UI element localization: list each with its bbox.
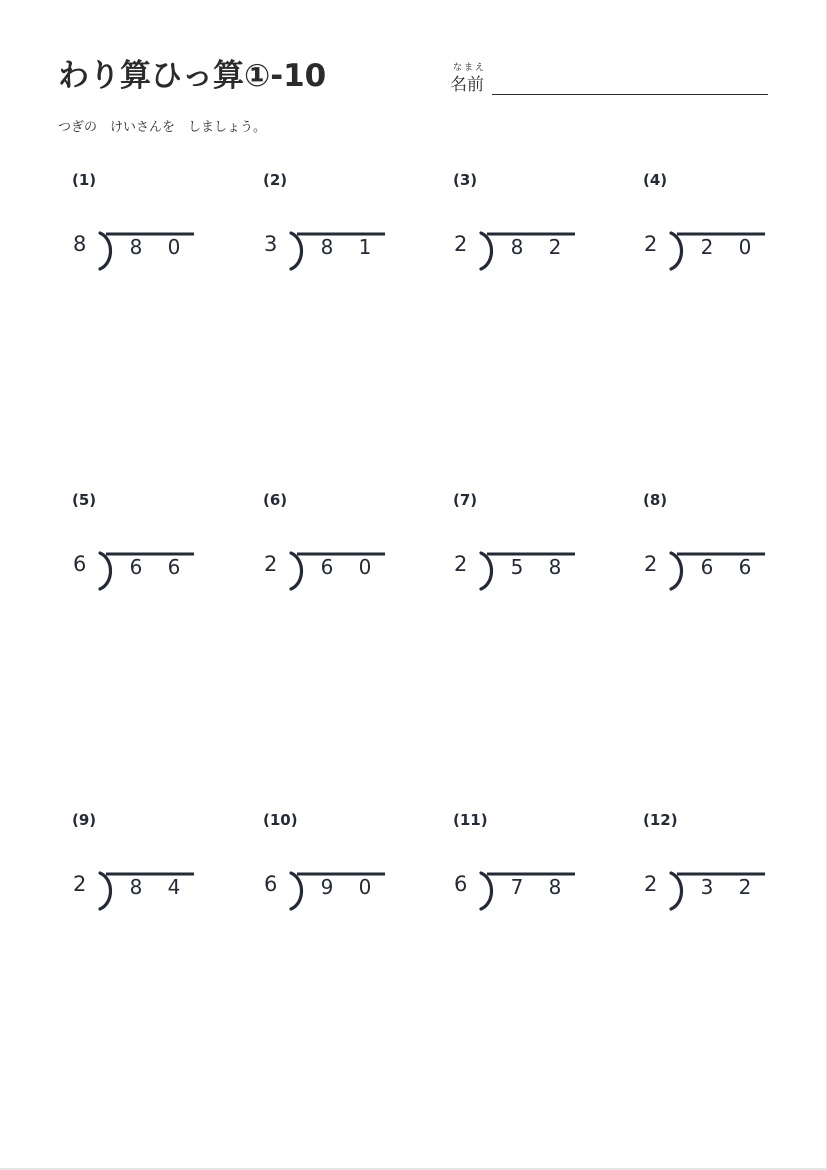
division-bracket [479, 225, 589, 271]
division-bracket [98, 225, 208, 271]
problem-number: (10) [263, 811, 298, 829]
divisor: 6 [73, 552, 87, 576]
problem [643, 491, 783, 601]
worksheet-title: わり算ひっ算①-10 [58, 58, 327, 94]
divisor: 3 [264, 232, 278, 256]
problem-number: (7) [453, 491, 478, 509]
problem [72, 811, 212, 921]
problem-number: (4) [643, 171, 668, 189]
problem [72, 171, 212, 281]
division-bracket [289, 545, 399, 591]
dividend-digit: 8 [510, 235, 524, 259]
dividend-digit: 6 [167, 555, 181, 579]
problem-number: (8) [643, 491, 668, 509]
division-bracket [479, 865, 589, 911]
name-ruby: なまえ [453, 63, 487, 73]
dividend-digit: 7 [510, 875, 524, 899]
division-bracket [669, 545, 779, 591]
problem [453, 811, 593, 921]
problem-number: (9) [72, 811, 97, 829]
divisor: 2 [454, 232, 468, 256]
dividend-digit: 8 [129, 235, 143, 259]
dividend-digit: 0 [167, 235, 181, 259]
dividend-digit: 0 [358, 555, 372, 579]
dividend-digit: 8 [548, 555, 562, 579]
name-write-line[interactable] [492, 94, 768, 95]
problem [263, 491, 403, 601]
dividend-digit: 2 [738, 875, 752, 899]
problem-number: (1) [72, 171, 97, 189]
divisor: 6 [264, 872, 278, 896]
divisor: 2 [264, 552, 278, 576]
problem-number: (5) [72, 491, 97, 509]
division-bracket [669, 225, 779, 271]
dividend-digit: 6 [700, 555, 714, 579]
division-bracket [669, 865, 779, 911]
problem [263, 171, 403, 281]
dividend-digit: 6 [129, 555, 143, 579]
division-bracket [289, 865, 399, 911]
dividend-digit: 0 [738, 235, 752, 259]
division-bracket [289, 225, 399, 271]
name-label: 名前 [450, 75, 484, 95]
dividend-digit: 6 [738, 555, 752, 579]
dividend-digit: 2 [700, 235, 714, 259]
divisor: 6 [454, 872, 468, 896]
problem [72, 491, 212, 601]
problem [643, 171, 783, 281]
problem-number: (3) [453, 171, 478, 189]
divisor: 2 [73, 872, 87, 896]
division-bracket [98, 545, 208, 591]
instruction-text: つぎの けいさんを しましょう。 [58, 120, 267, 135]
dividend-digit: 1 [358, 235, 372, 259]
dividend-digit: 9 [320, 875, 334, 899]
dividend-digit: 4 [167, 875, 181, 899]
problem-number: (11) [453, 811, 488, 829]
divisor: 2 [644, 872, 658, 896]
division-bracket [479, 545, 589, 591]
dividend-digit: 0 [358, 875, 372, 899]
division-bracket [98, 865, 208, 911]
divisor: 8 [73, 232, 87, 256]
dividend-digit: 3 [700, 875, 714, 899]
dividend-digit: 8 [548, 875, 562, 899]
dividend-digit: 8 [320, 235, 334, 259]
problem-number: (6) [263, 491, 288, 509]
problem-number: (12) [643, 811, 678, 829]
divisor: 2 [644, 232, 658, 256]
divisor: 2 [644, 552, 658, 576]
dividend-digit: 2 [548, 235, 562, 259]
problem [643, 811, 783, 921]
problem [453, 171, 593, 281]
problem [263, 811, 403, 921]
dividend-digit: 6 [320, 555, 334, 579]
problem-number: (2) [263, 171, 288, 189]
problem [453, 491, 593, 601]
dividend-digit: 5 [510, 555, 524, 579]
dividend-digit: 8 [129, 875, 143, 899]
name-field[interactable] [450, 60, 768, 96]
divisor: 2 [454, 552, 468, 576]
